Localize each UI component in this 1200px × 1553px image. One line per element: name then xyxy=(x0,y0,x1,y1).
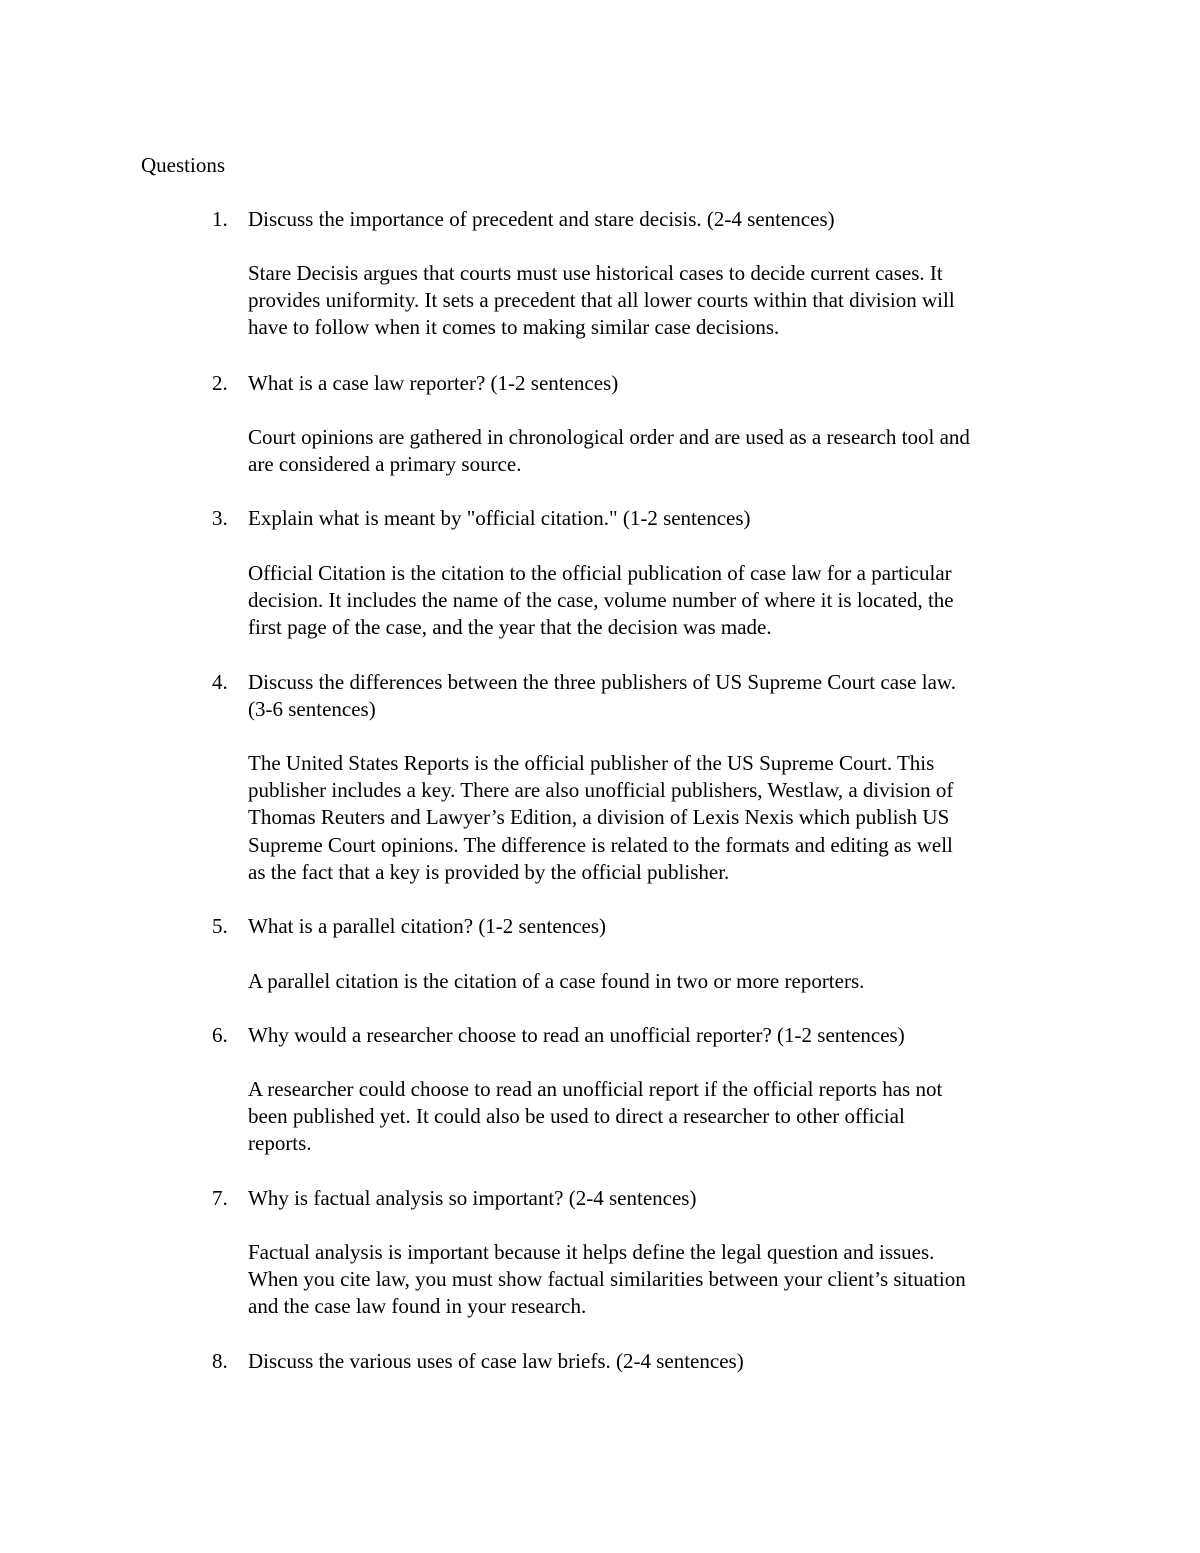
question-number: 7. xyxy=(212,1186,228,1210)
answer-line: provides uniformity. It sets a precedent that all lower courts within that division will xyxy=(248,288,955,313)
answer-line: Stare Decisis argues that courts must use historical cases to decide current cases. It xyxy=(248,261,943,285)
answer-text xyxy=(248,260,1078,342)
question-line: What is a case law reporter? (1-2 sentences) xyxy=(248,371,619,395)
answer-line: Thomas Reuters and Lawyer’s Edition, a division of Lexis Nexis which publish US xyxy=(248,805,950,830)
answer-line: The United States Reports is the official publisher of the US Supreme Court. This xyxy=(248,751,935,775)
answer-line: been published yet. It could also be used to direct a researcher to other official xyxy=(248,1104,905,1129)
answer-line: publisher includes a key. There are also unofficial publishers, Westlaw, a division of xyxy=(248,778,954,803)
answer-text xyxy=(248,424,1078,478)
answer-line: as the fact that a key is provided by the official publisher. xyxy=(248,859,730,884)
question-text xyxy=(248,1022,1078,1049)
question-text xyxy=(248,913,1078,940)
answer-line: A parallel citation is the citation of a case found in two or more reporters. xyxy=(248,969,865,993)
question-text xyxy=(248,1185,1078,1212)
question-number: 4. xyxy=(212,670,228,694)
question-text xyxy=(248,669,1078,723)
question-number: 1. xyxy=(212,207,228,231)
answer-text xyxy=(248,560,1078,642)
question-line: (3-6 sentences) xyxy=(248,697,376,722)
answer-line: reports. xyxy=(248,1131,312,1156)
answer-text xyxy=(248,750,1078,886)
answer-text xyxy=(248,1076,1078,1158)
question-line: What is a parallel citation? (1-2 sentences) xyxy=(248,914,607,938)
question-line: Discuss the various uses of case law briefs. (2-4 sentences) xyxy=(248,1349,744,1373)
answer-line: When you cite law, you must show factual similarities between your client’s situation xyxy=(248,1267,966,1292)
answer-line: are considered a primary source. xyxy=(248,452,522,477)
question-text xyxy=(248,505,1078,532)
answer-line: have to follow when it comes to making similar case decisions. xyxy=(248,315,780,340)
question-number: 3. xyxy=(212,506,228,530)
answer-line: first page of the case, and the year that the decision was made. xyxy=(248,615,772,640)
answer-line: decision. It includes the name of the case, volume number of where it is located, the xyxy=(248,588,954,613)
question-line: Discuss the differences between the three publishers of US Supreme Court case law. xyxy=(248,670,956,694)
answer-text xyxy=(248,968,1078,995)
question-number: 5. xyxy=(212,914,228,938)
answer-line: A researcher could choose to read an unofficial report if the official reports has not xyxy=(248,1077,943,1101)
question-number: 6. xyxy=(212,1023,228,1047)
answer-line: Supreme Court opinions. The difference is related to the formats and editing as well xyxy=(248,832,953,857)
question-number: 8. xyxy=(212,1349,228,1373)
question-number: 2. xyxy=(212,371,228,395)
answer-line: Court opinions are gathered in chronological order and are used as a research tool and xyxy=(248,425,970,449)
question-text xyxy=(248,370,1078,397)
answer-line: and the case law found in your research. xyxy=(248,1294,587,1319)
question-text xyxy=(248,1348,1078,1375)
question-line: Explain what is meant by "official citation." (1-2 sentences) xyxy=(248,506,751,530)
page-heading: Questions xyxy=(141,153,225,177)
question-line: Discuss the importance of precedent and stare decisis. (2-4 sentences) xyxy=(248,207,835,231)
question-text xyxy=(248,206,1078,233)
answer-text xyxy=(248,1239,1078,1321)
question-line: Why is factual analysis so important? (2-4 sentences) xyxy=(248,1186,697,1210)
question-line: Why would a researcher choose to read an unofficial reporter? (1-2 sentences) xyxy=(248,1023,905,1047)
answer-line: Factual analysis is important because it helps define the legal question and issues. xyxy=(248,1240,935,1264)
answer-line: Official Citation is the citation to the official publication of case law for a particular xyxy=(248,561,952,585)
